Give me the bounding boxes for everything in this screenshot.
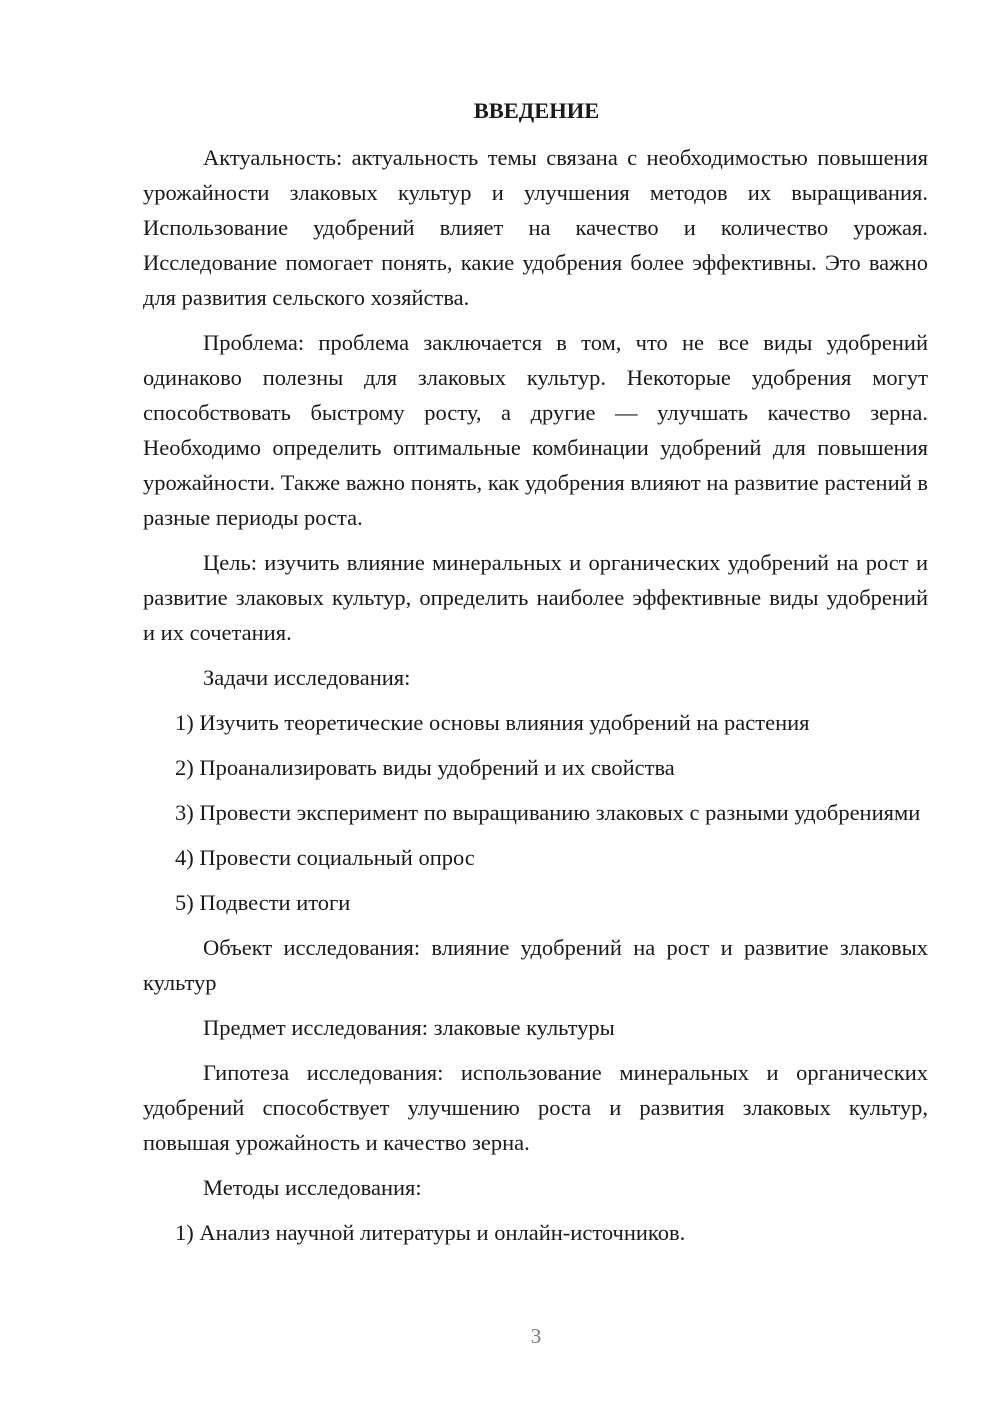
task-item-3: 3) Провести эксперимент по выращиванию злаковых с разными удобрениями: [175, 800, 921, 825]
task-item-2: 2) Проанализировать виды удобрений и их свойства: [175, 755, 675, 780]
subject-paragraph: Предмет исследования: злаковые культуры: [203, 1015, 615, 1040]
task-item-5: 5) Подвести итоги: [175, 890, 351, 915]
page-number: 3: [530, 1324, 542, 1348]
task-item-1: 1) Изучить теоретические основы влияния удобрений на растения: [175, 710, 810, 735]
document-body: [143, 96, 928, 1260]
method-item-1: 1) Анализ научной литературы и онлайн-источников.: [175, 1220, 686, 1245]
problem-paragraph: Проблема: проблема заключается в том, что не все виды удобрений одинаково полезны для злаковых культур. Некоторые удобрения могут способствовать быстрому росту, а другие — улучшать качество зерна. Необходимо определить оптимальные комбинации удобрений для повышения урожайности. Также важно понять, как удобрения влияют на развитие растений в разные периоды роста.: [143, 330, 928, 530]
object-paragraph: Объект исследования: влияние удобрений на рост и развитие злаковых культур: [143, 935, 928, 995]
relevance-paragraph: Актуальность: актуальность темы связана с необходимостью повышения урожайности злаковых культур и улучшения методов их выращивания. Использование удобрений влияет на качество и количество урожая. Исследование помогает понять, какие удобрения более эффективны. Это важно для развития сельского хозяйства.: [143, 145, 928, 310]
methods-heading: Методы исследования:: [203, 1175, 422, 1200]
hypothesis-paragraph: Гипотеза исследования: использование минеральных и органических удобрений способствует улучшению роста и развития злаковых культур, повышая урожайность и качество зерна.: [143, 1060, 928, 1155]
section-title: ВВЕДЕНИЕ: [473, 98, 600, 123]
goal-paragraph: Цель: изучить влияние минеральных и органических удобрений на рост и развитие злаковых культур, определить наиболее эффективные виды удобрений и их сочетания.: [143, 550, 928, 645]
tasks-heading: Задачи исследования:: [203, 665, 411, 690]
task-item-4: 4) Провести социальный опрос: [175, 845, 475, 870]
